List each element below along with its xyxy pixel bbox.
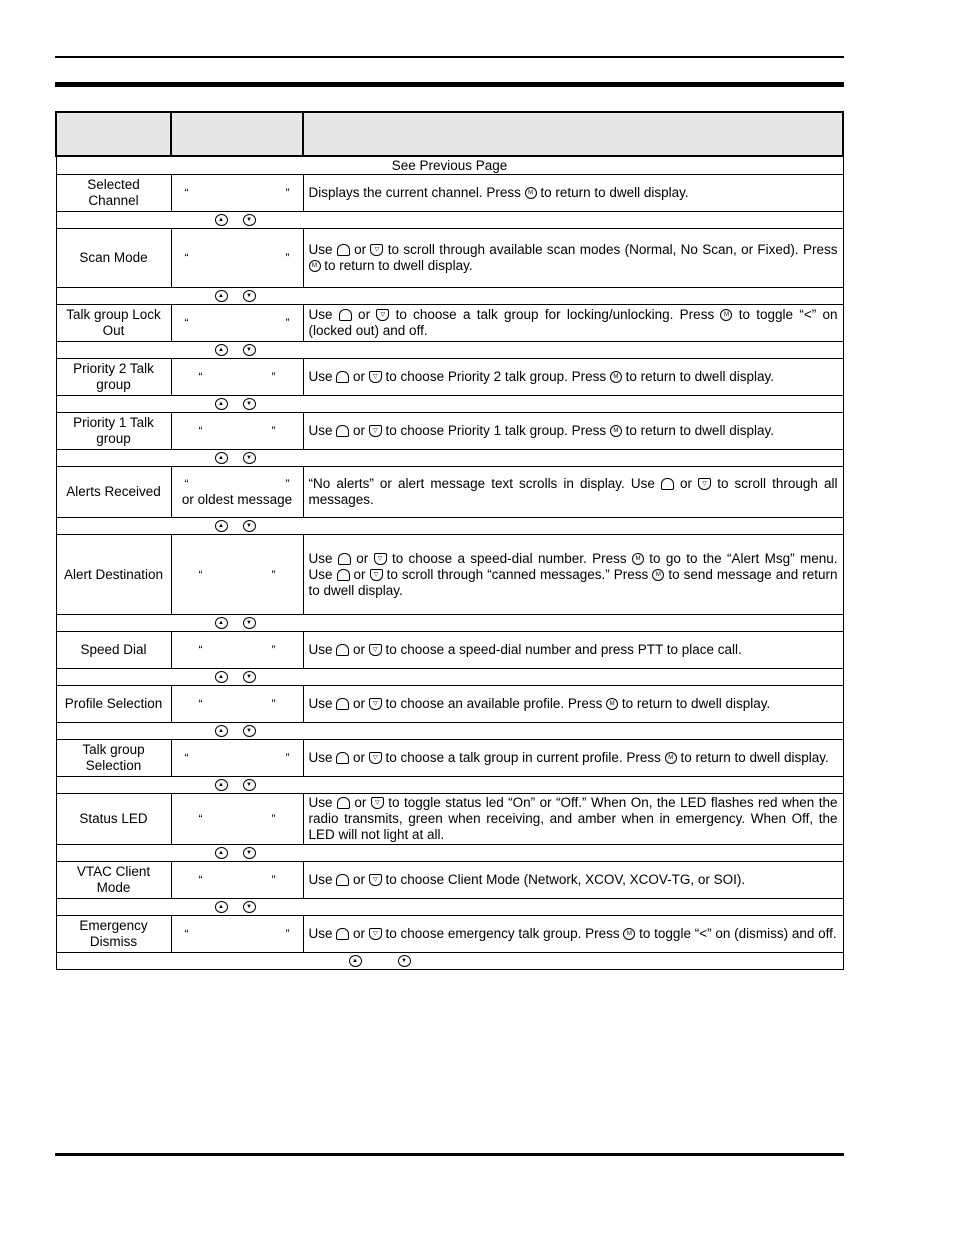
menu-item-description: Use or ▽ to scroll through available scan modes (Normal, No Scan, or Fixed). Press M to return to dwell display. xyxy=(303,229,843,288)
see-previous-row xyxy=(56,156,843,175)
navigation-arrows xyxy=(56,450,843,467)
menu-button-icon: M xyxy=(623,928,635,940)
menu-button-icon: M xyxy=(610,371,622,383)
down-button-icon: ▽ xyxy=(369,752,382,764)
menu-item-name: Talk group Lock Out xyxy=(56,305,171,342)
open-quote: “ xyxy=(184,186,189,200)
table-row xyxy=(56,359,843,396)
up-button-icon xyxy=(337,244,350,256)
table-row xyxy=(56,686,843,723)
display-quote xyxy=(177,811,298,827)
open-quote: “ xyxy=(198,567,203,582)
up-button-icon xyxy=(336,698,349,710)
header-cell-1 xyxy=(56,112,171,156)
open-quote: “ xyxy=(184,316,189,330)
open-quote: “ xyxy=(198,697,203,711)
up-arrow-button-icon: ▲ xyxy=(215,847,228,859)
up-arrow-button-icon: ▲ xyxy=(215,725,228,737)
up-arrow-button-icon: ▲ xyxy=(349,955,362,967)
navigation-row xyxy=(56,723,843,740)
display-text-cell xyxy=(171,467,303,518)
navigation-arrows xyxy=(56,953,843,970)
navigation-row xyxy=(56,845,843,862)
close-quote: ” xyxy=(271,643,276,657)
down-arrow-button-icon: ▼ xyxy=(243,671,256,683)
up-button-icon xyxy=(336,644,349,656)
navigation-row xyxy=(56,396,843,413)
display-text-cell xyxy=(171,229,303,288)
display-text-cell xyxy=(171,794,303,845)
down-arrow-button-icon: ▼ xyxy=(243,617,256,629)
down-button-icon: ▽ xyxy=(369,698,382,710)
up-arrow-button-icon: ▲ xyxy=(215,452,228,464)
down-arrow-button-icon: ▼ xyxy=(243,847,256,859)
close-quote: ” xyxy=(285,186,290,200)
menu-item-name: Priority 2 Talk group xyxy=(56,359,171,396)
up-button-icon xyxy=(336,752,349,764)
header-cell-3 xyxy=(303,112,843,156)
menu-item-description: Use or ▽ to choose a talk group for locking/unlocking. Press M to toggle “<” on (locked out) and off. xyxy=(303,305,843,342)
navigation-row xyxy=(56,288,843,305)
display-text-cell xyxy=(171,632,303,669)
close-quote: ” xyxy=(271,424,276,438)
open-quote: “ xyxy=(198,643,203,657)
down-arrow-button-icon: ▼ xyxy=(243,290,256,302)
display-quote xyxy=(177,642,298,658)
navigation-arrows xyxy=(56,342,843,359)
navigation-arrows xyxy=(56,396,843,413)
table-row xyxy=(56,175,843,212)
navigation-arrows xyxy=(56,845,843,862)
menu-item-name: Speed Dial xyxy=(56,632,171,669)
close-quote: ” xyxy=(271,370,276,384)
menu-item-name: Priority 1 Talk group xyxy=(56,413,171,450)
menu-item-name: Talk group Selection xyxy=(56,740,171,777)
open-quote: “ xyxy=(198,873,203,887)
navigation-arrows xyxy=(56,518,843,535)
display-text-cell xyxy=(171,413,303,450)
navigation-row xyxy=(56,342,843,359)
down-arrow-button-icon: ▼ xyxy=(243,398,256,410)
table-row xyxy=(56,862,843,899)
menu-item-description: Use or ▽ to choose Client Mode (Network, XCOV, XCOV-TG, or SOI). xyxy=(303,862,843,899)
display-quote xyxy=(177,567,298,583)
menu-button-icon: M xyxy=(309,260,321,272)
open-quote: “ xyxy=(198,812,203,826)
menu-button-icon: M xyxy=(720,309,732,321)
down-button-icon: ▽ xyxy=(370,244,383,256)
down-button-icon: ▽ xyxy=(369,644,382,656)
header-rule-thin xyxy=(55,56,844,58)
menu-button-icon: M xyxy=(665,752,677,764)
down-arrow-button-icon: ▼ xyxy=(398,955,411,967)
down-arrow-button-icon: ▼ xyxy=(243,214,256,226)
menu-item-name: Alerts Received xyxy=(56,467,171,518)
down-arrow-button-icon: ▼ xyxy=(243,901,256,913)
up-arrow-button-icon: ▲ xyxy=(215,520,228,532)
display-text-cell xyxy=(171,359,303,396)
display-text-cell xyxy=(171,686,303,723)
down-button-icon: ▽ xyxy=(371,797,384,809)
menu-item-name: VTAC Client Mode xyxy=(56,862,171,899)
close-quote: ” xyxy=(271,812,276,826)
table-row xyxy=(56,794,843,845)
menu-item-description: Use or ▽ to choose emergency talk group. Press M to toggle “<” on (dismiss) and off. xyxy=(303,916,843,953)
open-quote: “ xyxy=(184,927,189,941)
down-button-icon: ▽ xyxy=(369,371,382,383)
menu-item-description: Use or ▽ to choose Priority 1 talk group. Press M to return to dwell display. xyxy=(303,413,843,450)
menu-item-description: Use or ▽ to choose a talk group in current profile. Press M to return to dwell display. xyxy=(303,740,843,777)
display-quote xyxy=(177,872,298,888)
display-text-cell xyxy=(171,305,303,342)
close-quote: ” xyxy=(271,697,276,711)
navigation-row xyxy=(56,899,843,916)
up-arrow-button-icon: ▲ xyxy=(215,398,228,410)
display-quote xyxy=(177,315,298,331)
navigation-row xyxy=(56,450,843,467)
menu-item-name: Status LED xyxy=(56,794,171,845)
menu-item-name: Scan Mode xyxy=(56,229,171,288)
display-quote xyxy=(177,423,298,439)
down-arrow-button-icon: ▼ xyxy=(243,520,256,532)
down-arrow-button-icon: ▼ xyxy=(243,452,256,464)
display-text-cell xyxy=(171,740,303,777)
close-quote: ” xyxy=(285,751,290,765)
close-quote: ” xyxy=(285,316,290,330)
display-text-cell xyxy=(171,916,303,953)
navigation-arrows xyxy=(56,288,843,305)
down-arrow-button-icon: ▼ xyxy=(243,344,256,356)
header-rule-thick xyxy=(55,82,844,87)
up-arrow-button-icon: ▲ xyxy=(215,290,228,302)
navigation-arrows xyxy=(56,777,843,794)
navigation-arrows xyxy=(56,723,843,740)
menu-item-name: Emergency Dismiss xyxy=(56,916,171,953)
menu-button-icon: M xyxy=(525,187,537,199)
up-arrow-button-icon: ▲ xyxy=(215,344,228,356)
menu-button-icon: M xyxy=(632,553,644,565)
close-quote: ” xyxy=(271,873,276,887)
menu-item-description: Use or ▽ to choose a speed-dial number and press PTT to place call. xyxy=(303,632,843,669)
close-quote: ” xyxy=(285,927,290,941)
navigation-arrows xyxy=(56,212,843,229)
menu-item-description: Use or ▽ to choose an available profile. Press M to return to dwell display. xyxy=(303,686,843,723)
navigation-row xyxy=(56,669,843,686)
display-quote xyxy=(177,696,298,712)
up-button-icon xyxy=(661,478,674,490)
display-extra: or oldest message xyxy=(181,492,293,507)
navigation-arrows xyxy=(56,899,843,916)
display-text-cell xyxy=(171,862,303,899)
display-quote xyxy=(177,185,298,201)
down-button-icon: ▽ xyxy=(369,425,382,437)
up-button-icon xyxy=(336,425,349,437)
up-button-icon xyxy=(336,371,349,383)
up-button-icon xyxy=(337,569,350,581)
open-quote: “ xyxy=(198,370,203,384)
down-button-icon: ▽ xyxy=(369,874,382,886)
menu-item-name: Profile Selection xyxy=(56,686,171,723)
down-arrow-button-icon: ▼ xyxy=(243,779,256,791)
menu-item-description: Use or ▽ to choose Priority 2 talk group. Press M to return to dwell display. xyxy=(303,359,843,396)
navigation-row xyxy=(56,212,843,229)
menu-table xyxy=(55,111,844,970)
menu-item-description: “No alerts” or alert message text scrolls in display. Use or ▽ to scroll through all messages. xyxy=(303,467,843,518)
down-button-icon: ▽ xyxy=(698,478,711,490)
display-quote xyxy=(177,476,298,492)
up-button-icon xyxy=(338,553,351,565)
navigation-arrows xyxy=(56,669,843,686)
display-quote xyxy=(177,250,298,266)
down-button-icon: ▽ xyxy=(370,569,383,581)
table-row xyxy=(56,535,843,615)
table-row xyxy=(56,740,843,777)
display-text-cell xyxy=(171,535,303,615)
display-quote xyxy=(177,369,298,385)
footer-rule xyxy=(55,1153,844,1156)
navigation-row xyxy=(56,518,843,535)
table-row xyxy=(56,413,843,450)
up-button-icon xyxy=(337,797,350,809)
display-quote xyxy=(177,750,298,766)
table-header-row xyxy=(56,112,843,156)
menu-item-description: Displays the current channel. Press M to return to dwell display. xyxy=(303,175,843,212)
menu-item-description: Use or ▽ to choose a speed-dial number. Press M to go to the “Alert Msg” menu. Use or ▽ to scroll through “canned messages.” Press M to send message and return to dwell display. xyxy=(303,535,843,615)
menu-button-icon: M xyxy=(652,569,664,581)
open-quote: “ xyxy=(198,424,203,438)
open-quote: “ xyxy=(184,477,189,491)
table-row xyxy=(56,305,843,342)
header-cell-2 xyxy=(171,112,303,156)
menu-button-icon: M xyxy=(610,425,622,437)
navigation-row xyxy=(56,615,843,632)
up-button-icon xyxy=(336,928,349,940)
close-quote: ” xyxy=(285,251,290,265)
display-quote xyxy=(177,926,298,942)
close-quote: ” xyxy=(285,477,290,491)
up-arrow-button-icon: ▲ xyxy=(215,779,228,791)
navigation-row xyxy=(56,953,843,970)
menu-item-name: Alert Destination xyxy=(56,535,171,615)
up-button-icon xyxy=(336,874,349,886)
open-quote: “ xyxy=(184,751,189,765)
navigation-arrows xyxy=(56,615,843,632)
up-button-icon xyxy=(339,309,352,321)
down-arrow-button-icon: ▼ xyxy=(243,725,256,737)
menu-item-name: Selected Channel xyxy=(56,175,171,212)
down-button-icon: ▽ xyxy=(374,553,387,565)
open-quote: “ xyxy=(184,251,189,265)
display-text-cell xyxy=(171,175,303,212)
up-arrow-button-icon: ▲ xyxy=(215,214,228,226)
down-button-icon: ▽ xyxy=(369,928,382,940)
table-row xyxy=(56,229,843,288)
menu-item-description: Use or ▽ to toggle status led “On” or “Off.” When On, the LED flashes red when the radio transmits, green when receiving, and amber when in emergency. When Off, the LED will not light at all. xyxy=(303,794,843,845)
up-arrow-button-icon: ▲ xyxy=(215,901,228,913)
down-button-icon: ▽ xyxy=(376,309,389,321)
table-row xyxy=(56,632,843,669)
up-arrow-button-icon: ▲ xyxy=(215,617,228,629)
see-previous-text: See Previous Page xyxy=(56,156,843,175)
table-row xyxy=(56,916,843,953)
up-arrow-button-icon: ▲ xyxy=(215,671,228,683)
navigation-row xyxy=(56,777,843,794)
table-row xyxy=(56,467,843,518)
menu-button-icon: M xyxy=(606,698,618,710)
close-quote: ” xyxy=(271,567,276,582)
